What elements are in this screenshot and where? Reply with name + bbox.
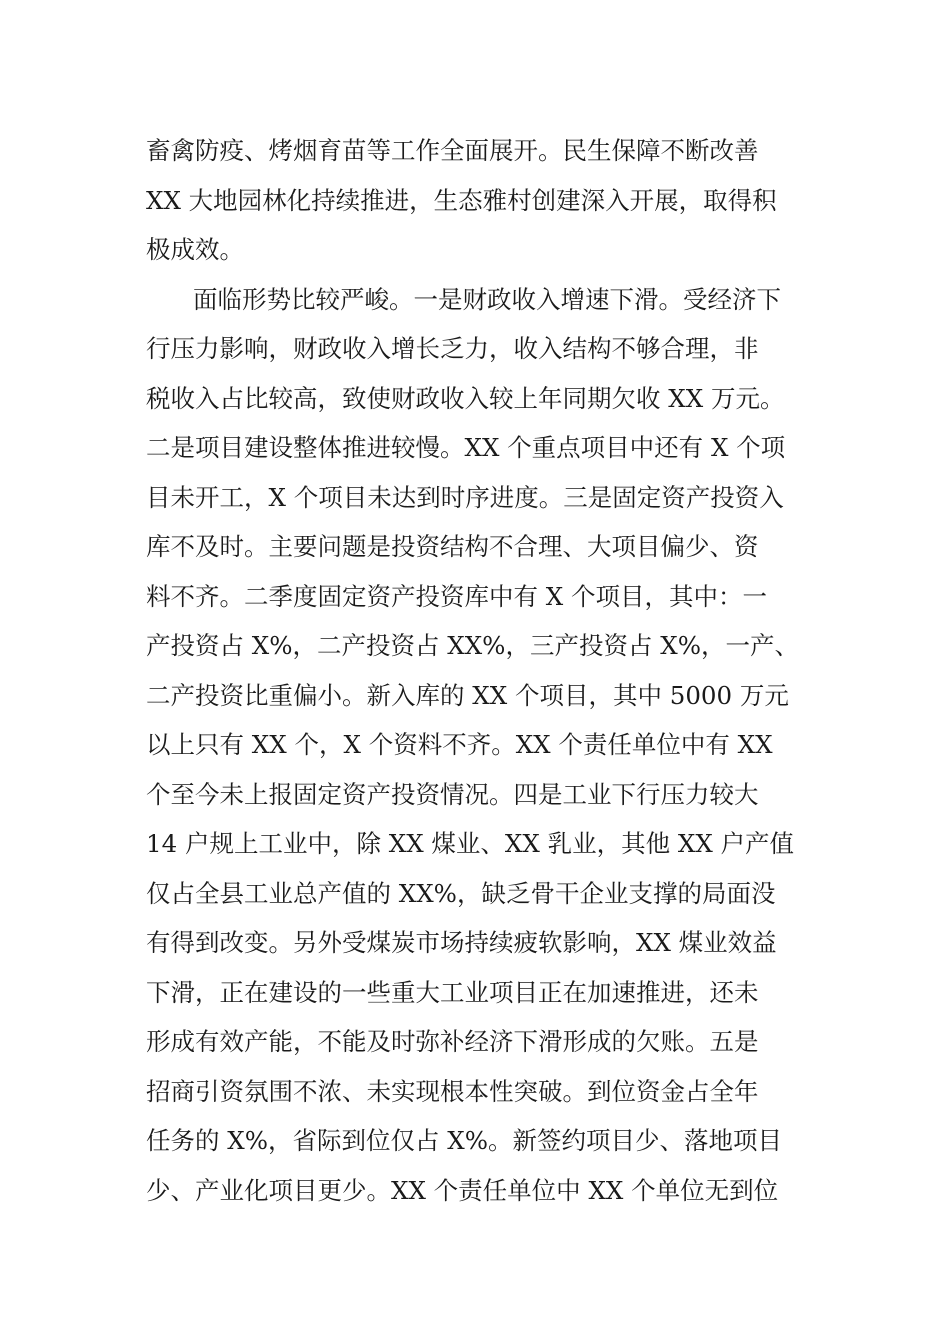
text-line: 以上只有 XX 个，X 个资料不齐。XX 个责任单位中有 XX xyxy=(146,730,773,759)
text-line: 有得到改变。另外受煤炭市场持续疲软影响，XX 煤业效益 xyxy=(146,928,777,957)
paragraph-situation xyxy=(146,275,826,1265)
text-line: 少、产业化项目更少。XX 个责任单位中 XX 个单位无到位 xyxy=(146,1175,779,1205)
text-line: 个至今未上报固定资产投资情况。四是工业下行压力较大 xyxy=(146,779,759,809)
text-line: 14 户规上工业中，除 XX 煤业、XX 乳业，其他 XX 户产值 xyxy=(146,829,795,858)
text-line: 畜禽防疫、烤烟育苗等工作全面展开。民生保障不断改善 xyxy=(146,136,759,165)
text-line: 仅占全县工业总产值的 XX%，缺乏骨干企业支撑的局面没 xyxy=(146,878,776,908)
text-line: 形成有效产能，不能及时弥补经济下滑形成的欠账。五是 xyxy=(146,1027,759,1056)
paragraph-livelihood xyxy=(146,126,826,275)
text-line: 任务的 X%，省际到位仅占 X%。新签约项目少、落地项目 xyxy=(146,1126,783,1155)
text-line: 二产投资比重偏小。新入库的 XX 个项目，其中 5000 万元 xyxy=(146,680,789,710)
text-line: 料不齐。二季度固定资产投资库中有 X 个项目，其中：一 xyxy=(146,581,768,611)
text-line: 目未开工，X 个项目未达到时序进度。三是固定资产投资入 xyxy=(146,482,784,512)
text-line: 库不及时。主要问题是投资结构不合理、大项目偏少、资 xyxy=(146,532,759,561)
text-line: 税收入占比较高，致使财政收入较上年同期欠收 XX 万元。 xyxy=(146,383,785,413)
text-line: 二是项目建设整体推进较慢。XX 个重点项目中还有 X 个项 xyxy=(146,433,786,462)
text-line: 招商引资氛围不浓、未实现根本性突破。到位资金占全年 xyxy=(146,1076,759,1106)
document-body xyxy=(146,126,826,1265)
text-line xyxy=(146,1215,826,1265)
text-line: XX 大地园林化持续推进，生态雅村创建深入开展，取得积 xyxy=(146,185,777,215)
text-line: 面临形势比较严峻。一是财政收入增速下滑。受经济下 xyxy=(193,284,781,314)
text-line: 极成效。 xyxy=(146,235,244,264)
text-line: 下滑，正在建设的一些重大工业项目正在加速推进，还未 xyxy=(146,977,759,1007)
text-line: 行压力影响，财政收入增长乏力，收入结构不够合理，非 xyxy=(146,334,759,363)
text-line: 产投资占 X%，二产投资占 XX%，三产投资占 X%，一产、 xyxy=(146,631,799,660)
